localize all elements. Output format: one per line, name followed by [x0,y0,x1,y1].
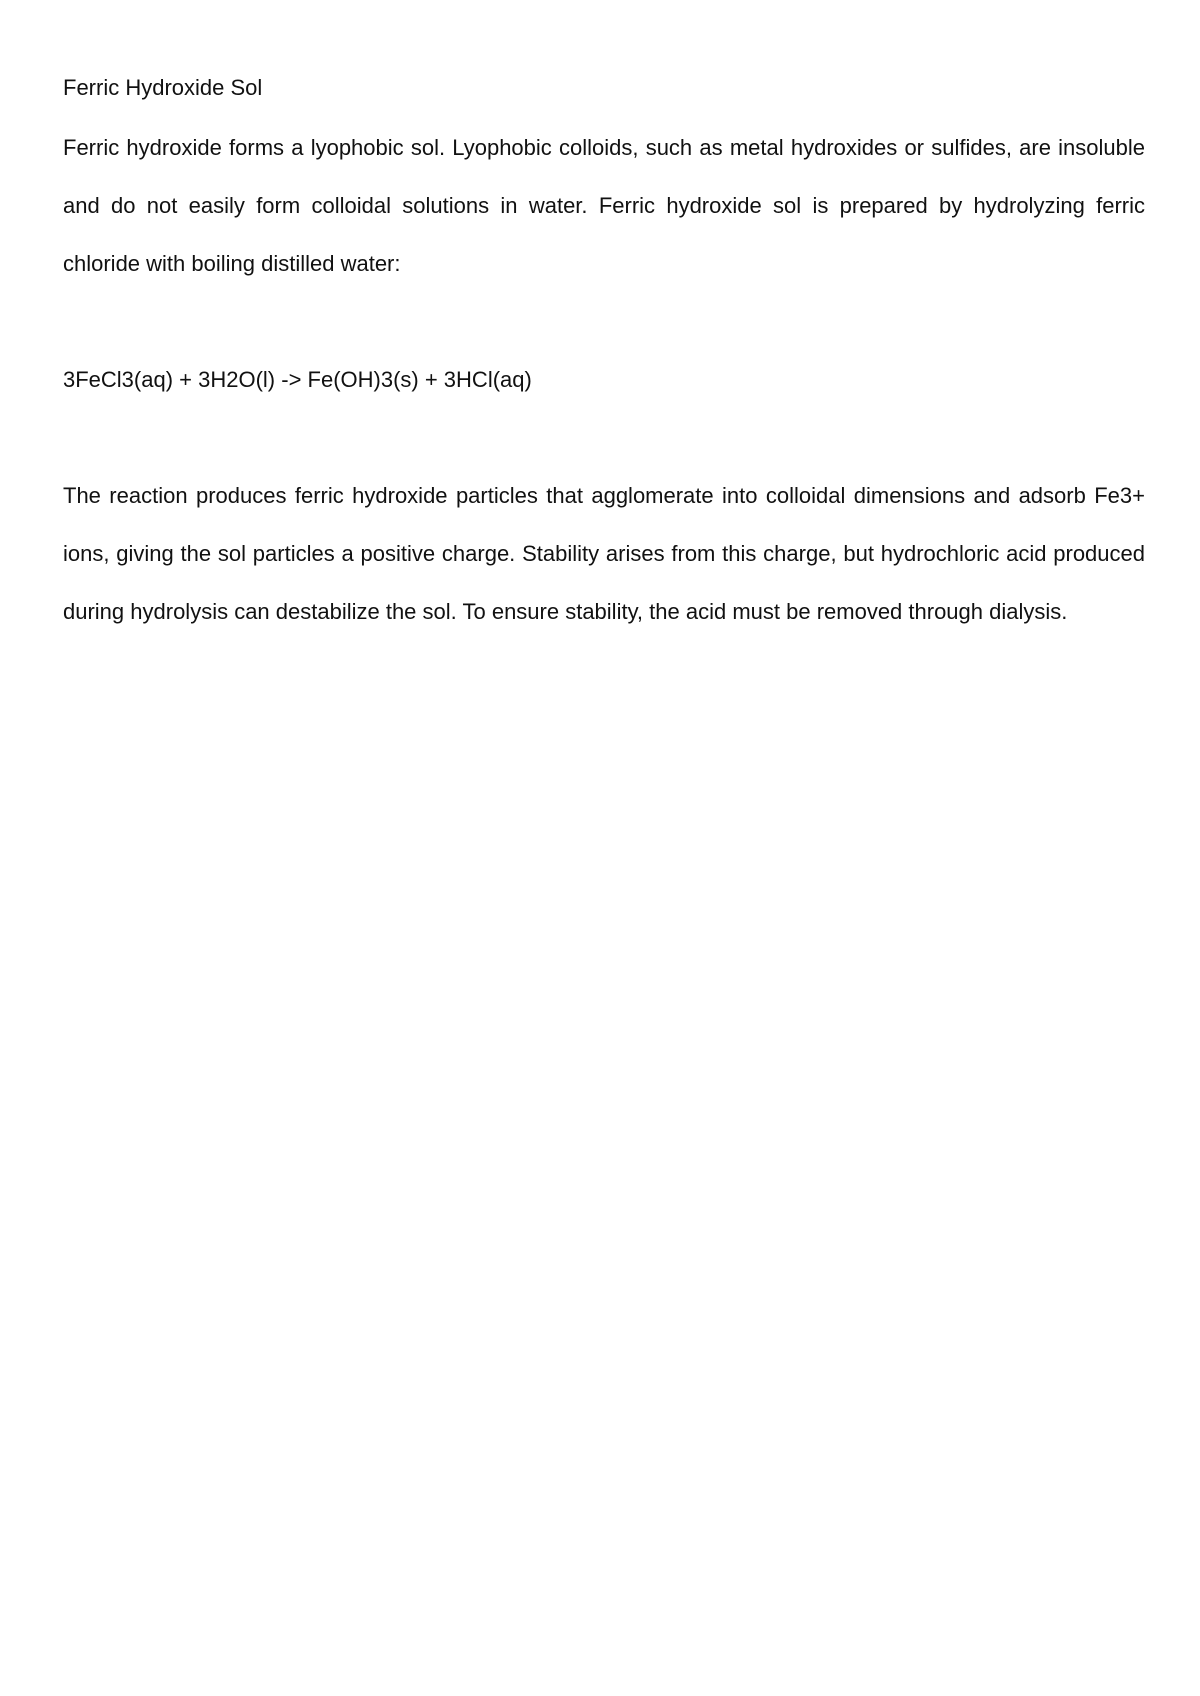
document-title: Ferric Hydroxide Sol [63,75,263,100]
chemical-equation: 3FeCl3(aq) + 3H2O(l) -> Fe(OH)3(s) + 3HCl(aq) [63,367,532,392]
document-body [63,62,1145,641]
intro-paragraph: Ferric hydroxide forms a lyophobic sol. Lyophobic colloids, such as metal hydroxides or sulfides, are insoluble and do not easily form colloidal solutions in water. Ferric hydroxide sol is prepared by hydrolyzing ferric chloride with boiling distilled water: [63,135,1145,276]
explanation-paragraph: The reaction produces ferric hydroxide particles that agglomerate into colloidal dimensions and adsorb Fe3+ ions, giving the sol particles a positive charge. Stability arises from this charge, but hydrochloric acid produced during hydrolysis can destabilize the sol. To ensure stability, the acid must be removed through dialysis. [63,483,1145,624]
